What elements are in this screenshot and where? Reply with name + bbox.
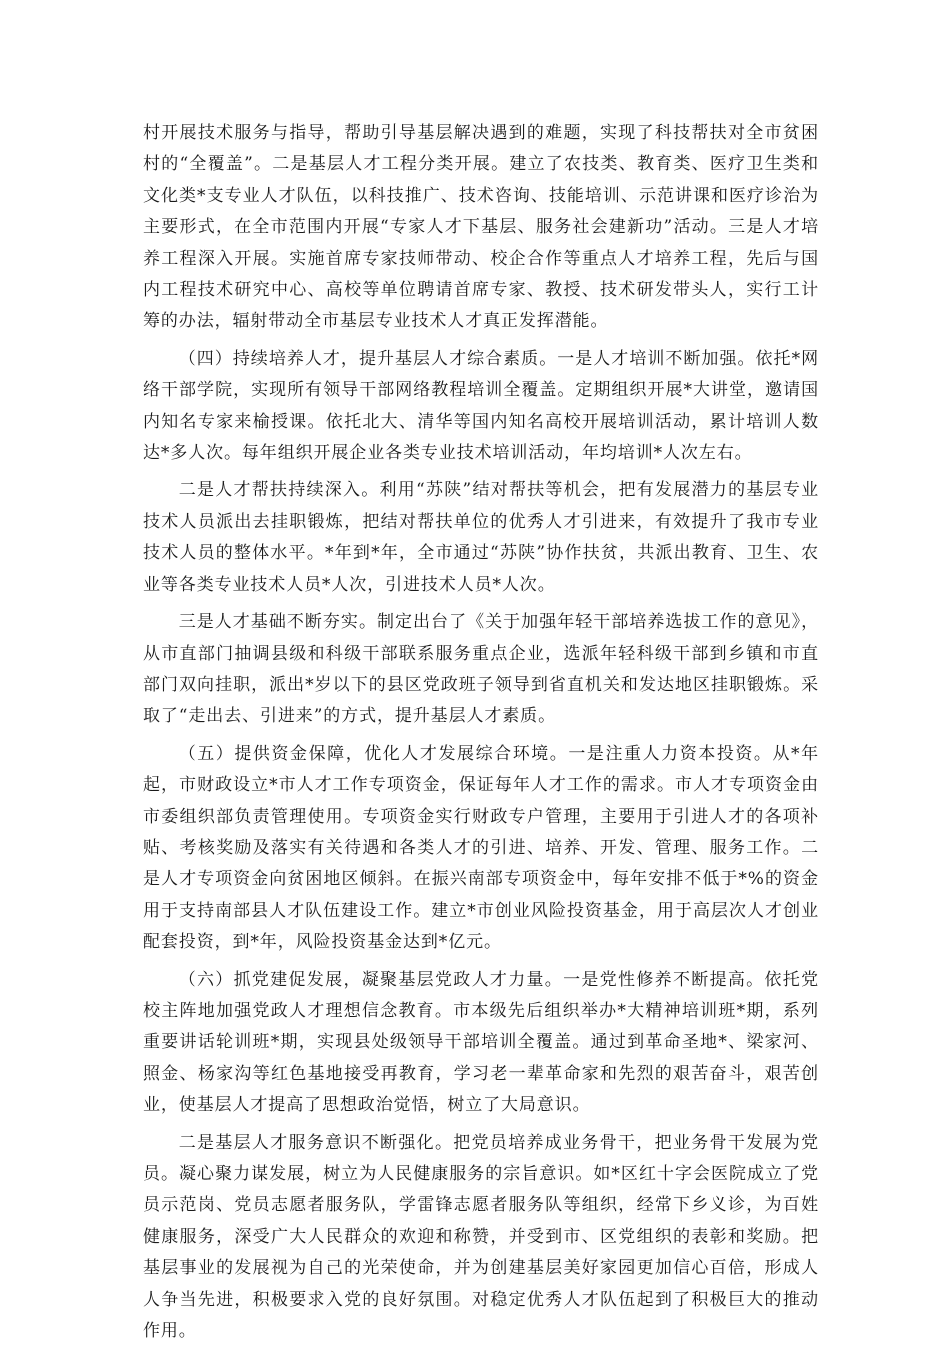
- paragraph-section-5: （五）提供资金保障，优化人才发展综合环境。一是注重人力资本投资。从*年起，市财政设立*市人才工作专项资金，保证每年人才工作的需求。市人才专项资金由市委组织部负责管理使用。专项资金实行财政专户管理，主要用于引进人才的各项补贴、考核奖励及落实有关待遇和各类人才的引进、培养、开发、管理、服务工作。二是人才专项资金向贫困地区倾斜。在振兴南部专项资金中，每年安排不低于*%的资金用于支持南部县人才队伍建设工作。建立*市创业风险投资基金，用于高层次人才创业配套投资，到*年，风险投资基金达到*亿元。: [143, 743, 819, 953]
- paragraph-continuation: 村开展技术服务与指导，帮助引导基层解决遇到的难题，实现了科技帮扶对全市贫困村的“全覆盖”。二是基层人才工程分类开展。建立了农技类、教育类、医疗卫生类和文化类*支专业人才队伍，以科技推广、技术咨询、技能培训、示范讲课和医疗诊治为主要形式，在全市范围内开展“专家人才下基层、服务社会建新功”活动。三是人才培养工程深入开展。实施首席专家技师带动、校企合作等重点人才培养工程，先后与国内工程技术研究中心、高校等单位聘请首席专家、教授、技术研发带头人，实行工计筹的办法，辐射带动全市基层专业技术人才真正发挥潜能。: [143, 123, 819, 332]
- paragraph-section-4: （四）持续培养人才，提升基层人才综合素质。一是人才培训不断加强。依托*网络干部学院，实现所有领导干部网络教程培训全覆盖。定期组织开展*大讲堂，邀请国内知名专家来榆授课。依托北大、清华等国内知名高校开展培训活动，累计培训人数达*多人次。每年组织开展企业各类专业技术培训活动，年均培训*人次左右。: [143, 348, 819, 464]
- paragraph-talent-assistance: 二是人才帮扶持续深入。利用“苏陕”结对帮扶等机会，把有发展潜力的基层专业技术人员派出去挂职锻炼，把结对帮扶单位的优秀人才引进来，有效提升了我市专业技术人员的整体水平。*年到*年，全市通过“苏陕”协作扶贫，共派出教育、卫生、农业等各类专业技术人员*人次，引进技术人员*人次。: [143, 480, 819, 595]
- paragraph-section-6: （六）抓党建促发展，凝聚基层党政人才力量。一是党性修养不断提高。依托党校主阵地加强党政人才理想信念教育。市本级先后组织举办*大精神培训班*期，系列重要讲话轮训班*期，实现县处级领导干部培训全覆盖。通过到革命圣地*、梁家河、照金、杨家沟等红色基地接受再教育，学习老一辈革命家和先烈的艰苦奋斗，艰苦创业，使基层人才提高了思想政治觉悟，树立了大局意识。: [143, 969, 819, 1116]
- paragraph-service-awareness: 二是基层人才服务意识不断强化。把党员培养成业务骨干，把业务骨干发展为党员。凝心聚力谋发展，树立为人民健康服务的宗旨意识。如*区红十字会医院成立了党员示范岗、党员志愿者服务队，学雷锋志愿者服务队等组织，经常下乡义诊，为百姓健康服务，深受广大人民群众的欢迎和称赞，并受到市、区党组织的表彰和奖励。把基层事业的发展视为自己的光荣使命，并为创建基层美好家园更加信心百倍，形成人人争当先进，积极要求入党的良好氛围。对稳定优秀人才队伍起到了积极巨大的推动作用。: [143, 1132, 819, 1342]
- paragraph-talent-foundation: 三是人才基础不断夯实。制定出台了《关于加强年轻干部培养选拔工作的意见》，从市直部门抽调县级和科级干部联系服务重点企业，选派年轻科级干部到乡镇和市直部门双向挂职，派出*岁以下的县区党政班子领导到省直机关和发达地区挂职锻炼。采取了“走出去、引进来”的方式，提升基层人才素质。: [143, 612, 819, 727]
- document-page: [143, 118, 819, 1347]
